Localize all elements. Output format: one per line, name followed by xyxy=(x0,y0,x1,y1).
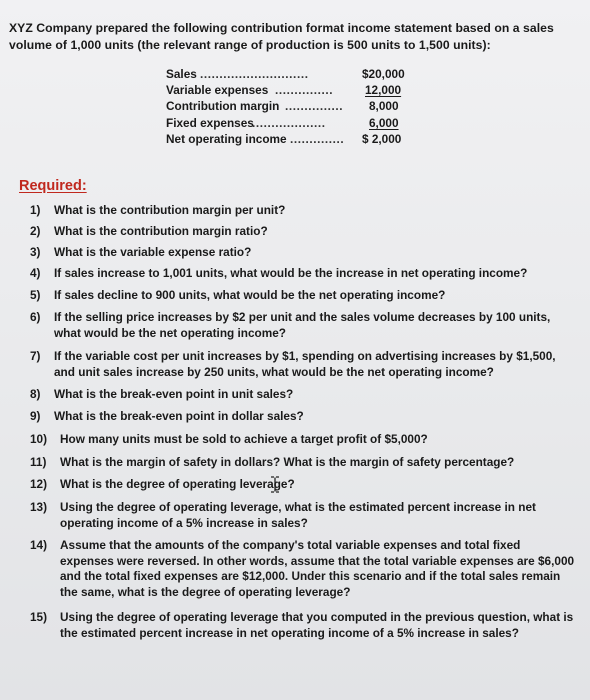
question-text: How many units must be sold to achieve a target profit of $5,000? xyxy=(60,432,428,446)
question-text: If sales decline to 900 units, what would be the net operating income? xyxy=(54,288,446,302)
question-text: What is the degree of operating leverage? xyxy=(60,477,295,491)
question-text: What is the variable expense ratio? xyxy=(54,245,252,259)
question-number: 4) xyxy=(30,266,41,280)
question-number: 3) xyxy=(30,245,41,259)
question-number: 8) xyxy=(30,387,41,401)
income-statement xyxy=(166,66,411,147)
question-number: 10) xyxy=(30,432,48,446)
statement-row-contribution-margin xyxy=(166,98,411,114)
question-number: 6) xyxy=(30,310,41,324)
question-number: 7) xyxy=(30,349,41,363)
statement-row-variable-expenses xyxy=(166,82,411,98)
leader-dots: .............. xyxy=(290,131,345,146)
statement-label: Variable expenses xyxy=(166,83,269,98)
question-text: If the variable cost per unit increases by $1, spending on advertising increases by $1,500, and unit sales increase by 250 units, what would be the net operating income? xyxy=(54,349,556,379)
statement-row-net-operating-income xyxy=(166,131,411,147)
question-text: Using the degree of operating leverage, what is the estimated percent increase in net operating income of a 5% increase in sales? xyxy=(60,500,536,530)
question-number: 1) xyxy=(30,203,41,217)
question-number: 9) xyxy=(30,409,41,423)
question-number: 11) xyxy=(30,455,47,469)
statement-label: Fixed expenses xyxy=(166,115,254,130)
question-text: What is the break-even point in dollar sales? xyxy=(54,409,304,423)
question-number: 5) xyxy=(30,288,41,302)
text-cursor-icon xyxy=(270,476,280,493)
question-text: What is the contribution margin ratio? xyxy=(54,224,268,238)
question-text: Assume that the amounts of the company's total variable expenses and total fixed expenses were reversed. In other words, assume that the total variable expenses are $6,000 and the total fixed expenses are $12,000. Under this scenario and if the total sales remain the same, what is the degree of operating leverage? xyxy=(60,538,575,599)
statement-label: Sales xyxy=(166,67,197,81)
statement-row-sales xyxy=(166,66,411,82)
leader-dots: ............... xyxy=(285,99,344,114)
statement-amount: 6,000 xyxy=(369,115,399,130)
required-heading: Required: xyxy=(19,178,87,194)
statement-amount: 12,000 xyxy=(365,83,402,98)
question-number: 12) xyxy=(30,477,48,491)
statement-amount: $20,000 xyxy=(362,67,405,81)
question-number: 2) xyxy=(30,224,41,238)
question-text: What is the margin of safety in dollars? What is the margin of safety percentage? xyxy=(60,455,515,469)
leader-dots: ................... xyxy=(252,115,326,130)
question-text: If the selling price increases by $2 per unit and the sales volume decreases by 100 units, what would be the net operating income? xyxy=(54,310,551,340)
question-number: 13) xyxy=(30,500,48,514)
question-number: 14) xyxy=(30,538,48,552)
leader-dots: ............... xyxy=(275,83,334,98)
question-text: If sales increase to 1,001 units, what would be the increase in net operating income? xyxy=(54,266,528,280)
statement-label: Contribution margin xyxy=(166,99,280,114)
question-text: Using the degree of operating leverage that you computed in the previous question, what is the estimated percent increase in net operating income of a 5% increase in sales? xyxy=(60,610,574,640)
leader-dots: ............................ xyxy=(200,67,309,81)
question-text: What is the contribution margin per unit? xyxy=(54,203,286,217)
statement-label: Net operating income xyxy=(166,131,287,146)
intro-paragraph: XYZ Company prepared the following contribution format income statement based on a sales volume of 1,000 units (the relevant range of production is 500 units to 1,500 units): xyxy=(9,21,554,52)
statement-amount: $ 2,000 xyxy=(362,131,402,146)
statement-amount: 8,000 xyxy=(369,99,399,114)
question-text: What is the break-even point in unit sales? xyxy=(54,387,294,401)
statement-row-fixed-expenses xyxy=(166,115,411,131)
question-number: 15) xyxy=(30,610,48,624)
